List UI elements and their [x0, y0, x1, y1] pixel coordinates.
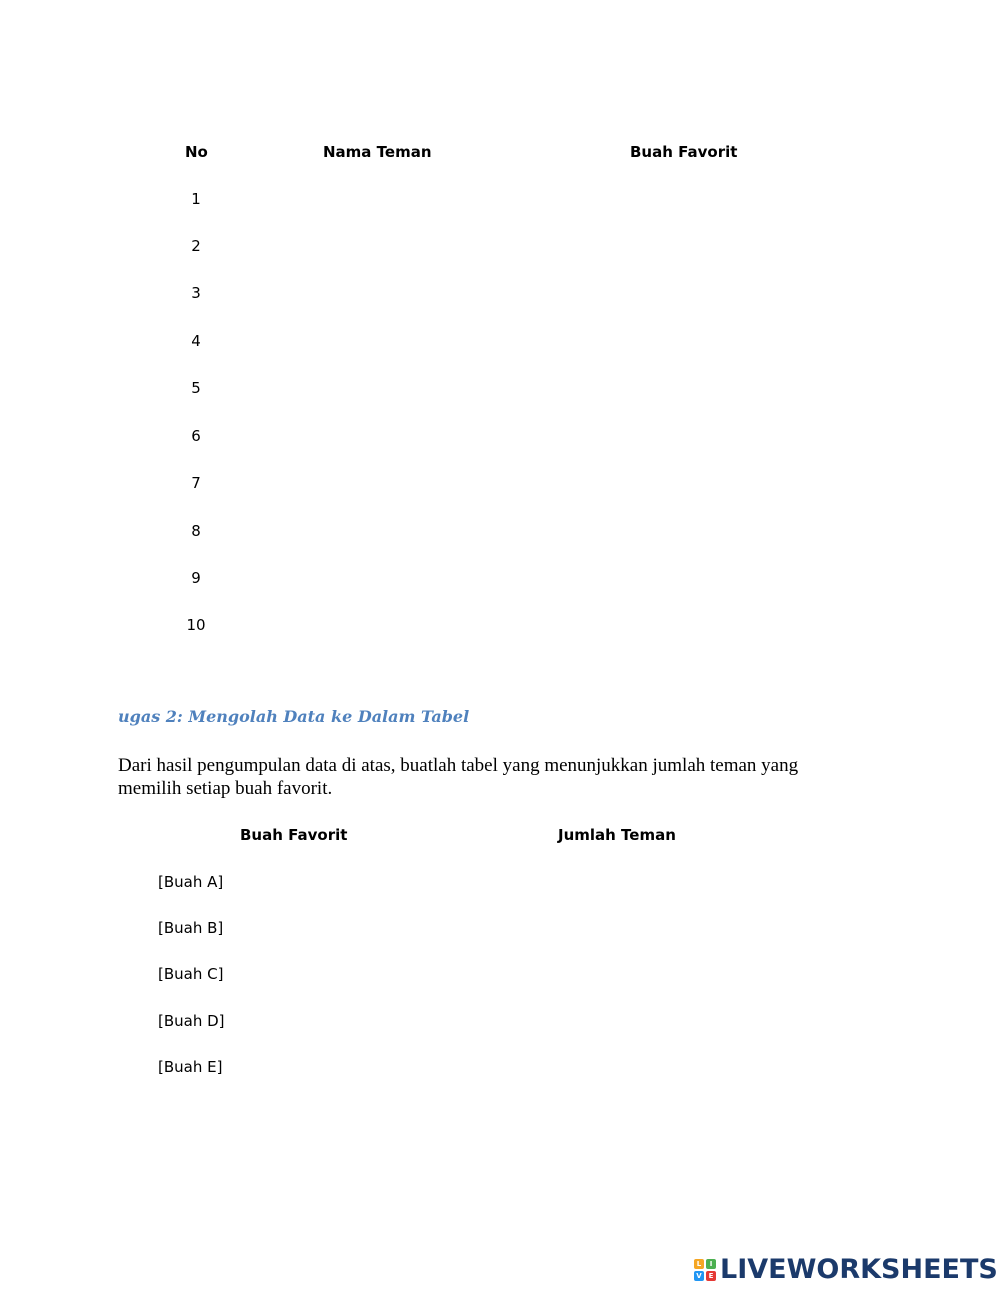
- table-row-number: 2: [191, 237, 201, 255]
- header-jumlah-teman: Jumlah Teman: [558, 826, 676, 844]
- fruit-row-label: [Buah D]: [158, 1012, 225, 1030]
- table-row-number: 8: [191, 522, 201, 540]
- table-row-number: 6: [191, 427, 201, 445]
- header-nama-teman: Nama Teman: [323, 143, 432, 161]
- fruit-row-label: [Buah A]: [158, 873, 224, 891]
- header-no: No: [185, 143, 208, 161]
- table-row-number: 10: [186, 616, 206, 634]
- logo-mark-icon: L I V E: [694, 1259, 716, 1281]
- fruit-row-label: [Buah E]: [158, 1058, 223, 1076]
- table-row-number: 1: [191, 190, 201, 208]
- header-buah-favorit-2: Buah Favorit: [240, 826, 348, 844]
- logo-wordmark: LIVEWORKSHEETS: [720, 1254, 998, 1285]
- fruit-row-label: [Buah B]: [158, 919, 224, 937]
- table-row-number: 9: [191, 569, 201, 587]
- table-row-number: 3: [191, 284, 201, 302]
- task2-instructions: Dari hasil pengumpulan data di atas, buatlah tabel yang menunjukkan jumlah teman yang memilih setiap buah favorit.: [118, 755, 799, 799]
- liveworksheets-logo: [694, 1254, 998, 1285]
- table-row-number: 7: [191, 474, 201, 492]
- table-row-number: 5: [191, 379, 201, 397]
- header-buah-favorit: Buah Favorit: [630, 143, 738, 161]
- fruit-row-label: [Buah C]: [158, 965, 224, 983]
- table-row-number: 4: [191, 332, 201, 350]
- task2-title: ugas 2: Mengolah Data ke Dalam Tabel: [118, 707, 470, 726]
